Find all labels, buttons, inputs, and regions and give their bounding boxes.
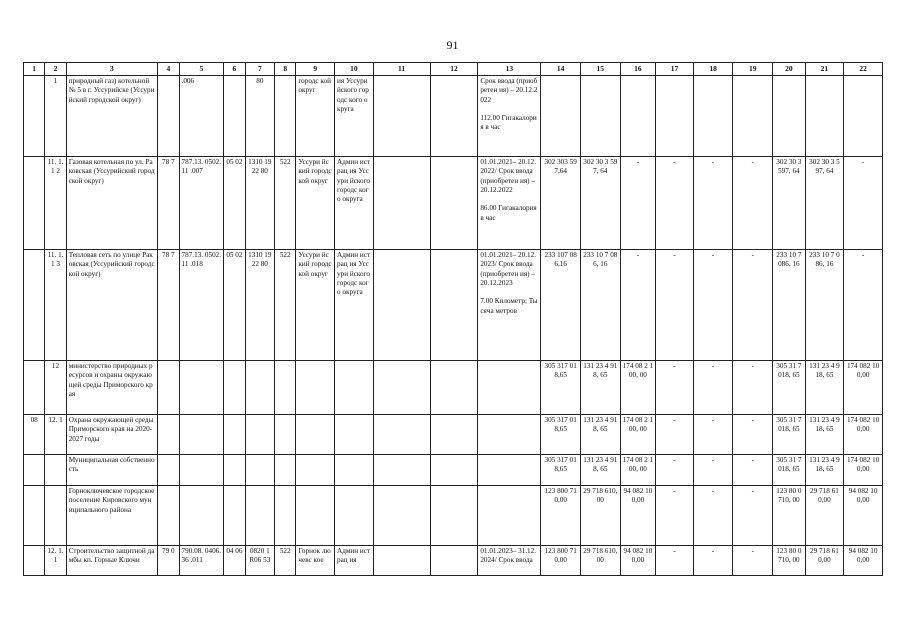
table-cell — [430, 250, 478, 361]
table-cell — [24, 486, 45, 546]
table-cell: - — [693, 546, 733, 576]
table-cell: 305 31 7 018, 65 — [773, 415, 806, 455]
table-cell — [24, 361, 45, 415]
table-cell — [296, 486, 335, 546]
table-cell: 05 02 — [224, 250, 245, 361]
column-header: 10 — [335, 63, 374, 76]
table-cell: 302 303 597,64 — [541, 157, 581, 250]
table-cell — [24, 250, 45, 361]
column-header: 22 — [844, 63, 883, 76]
table-cell — [158, 455, 179, 486]
table-cell — [373, 486, 430, 546]
table-cell: Уссури йский городс кой округ — [296, 250, 335, 361]
column-header: 4 — [158, 63, 179, 76]
table-cell: 233 10 7 086, 16 — [773, 250, 806, 361]
table-cell: Муниципальная собственность — [66, 455, 157, 486]
column-header: 9 — [296, 63, 335, 76]
table-cell: 131 23 4 918, 65 — [805, 455, 844, 486]
table-cell: 305 317 018,65 — [541, 415, 581, 455]
table-cell — [224, 455, 245, 486]
table-cell: Срок ввода (приобретен ия) – 20.12.2022 112.00 Гигакалория в час — [478, 76, 541, 157]
table-cell: - — [693, 455, 733, 486]
table-cell — [24, 546, 45, 576]
table-cell: 79 0 — [158, 546, 179, 576]
table-cell: - — [733, 157, 773, 250]
column-header: 12 — [430, 63, 478, 76]
table-cell: - — [693, 486, 733, 546]
table-cell — [620, 76, 656, 157]
table-cell: Тепловая сеть по улице Раковская (Уссурийский городской округ) — [66, 250, 157, 361]
column-header: 16 — [620, 63, 656, 76]
table-cell: 174 08 2 100, 00 — [620, 415, 656, 455]
table-cell — [179, 486, 224, 546]
table-cell — [478, 415, 541, 455]
table-cell: министерство природных ресурсов и охраны окружающей среды Приморского края — [66, 361, 157, 415]
table-cell: - — [656, 250, 694, 361]
table-cell: 131 23 4 918, 65 — [805, 361, 844, 415]
table-cell: 302 30 3 597, 64 — [805, 157, 844, 250]
table-cell: 80 — [245, 76, 274, 157]
table-cell: Админ истрац ия Уссури йского городс кого округа — [335, 157, 374, 250]
table-cell: - — [656, 546, 694, 576]
table-cell: 94 082 100,00 — [620, 546, 656, 576]
table-row — [24, 361, 883, 415]
table-cell — [179, 361, 224, 415]
table-cell: 302 30 3 597, 64 — [773, 157, 806, 250]
table-cell — [24, 455, 45, 486]
column-header: 7 — [245, 63, 274, 76]
table-cell — [158, 415, 179, 455]
table-cell — [373, 157, 430, 250]
column-header: 3 — [66, 63, 157, 76]
table-cell: природный газ) котельной № 5 в г. Уссурийске (Уссурийский городской округ) — [66, 76, 157, 157]
table-cell — [430, 361, 478, 415]
table-cell: - — [693, 361, 733, 415]
table-cell: Горноключевское городское поселение Кировского муниципального района — [66, 486, 157, 546]
table-cell: 11. 1.1 3 — [45, 250, 66, 361]
table-cell: 123 80 0 710, 00 — [773, 546, 806, 576]
table-cell — [45, 455, 66, 486]
table-cell: - — [656, 361, 694, 415]
table-cell: 131 23 4 918, 65 — [580, 455, 620, 486]
table-cell: городс кой округ — [296, 76, 335, 157]
column-header: 5 — [179, 63, 224, 76]
table-cell: 12 — [45, 361, 66, 415]
table-cell: 123 80 0 710, 00 — [773, 486, 806, 546]
table-cell — [45, 486, 66, 546]
table-cell: 233 107 086,16 — [541, 250, 581, 361]
table-cell: 11. 1.1 2 — [45, 157, 66, 250]
table-cell: 233 10 7 086, 16 — [805, 250, 844, 361]
table-cell — [158, 486, 179, 546]
table-cell: - — [844, 157, 883, 250]
table-cell: 94 082 100,00 — [844, 486, 883, 546]
column-header: 20 — [773, 63, 806, 76]
table-cell: 78 7 — [158, 250, 179, 361]
table-cell: - — [733, 546, 773, 576]
column-header: 13 — [478, 63, 541, 76]
table-cell: - — [656, 455, 694, 486]
table-cell: Горнок лючевс кое — [296, 546, 335, 576]
table-cell: 0820 1R06 53 — [245, 546, 274, 576]
column-header: 17 — [656, 63, 694, 76]
table-cell — [245, 361, 274, 415]
table-cell — [805, 76, 844, 157]
table-cell — [373, 455, 430, 486]
table-cell — [275, 486, 296, 546]
table-cell — [245, 455, 274, 486]
column-header: 18 — [693, 63, 733, 76]
table-cell: - — [620, 157, 656, 250]
table-cell: 78 7 — [158, 157, 179, 250]
table-cell: 1310 1922 80 — [245, 157, 274, 250]
table-cell: 131 23 4 918, 65 — [580, 415, 620, 455]
table-row — [24, 157, 883, 250]
table-cell — [373, 546, 430, 576]
table-cell — [373, 415, 430, 455]
table-cell — [24, 76, 45, 157]
column-header: 11 — [373, 63, 430, 76]
table-cell: 131 23 4 918, 65 — [805, 415, 844, 455]
table-cell: ия Уссури йского городс кого округа — [335, 76, 374, 157]
table-cell — [373, 76, 430, 157]
table-cell: - — [733, 415, 773, 455]
column-header: 15 — [580, 63, 620, 76]
table-cell: 174 082 100,00 — [844, 455, 883, 486]
table-cell: Админ истрац ия — [335, 546, 374, 576]
table-cell — [335, 415, 374, 455]
column-header: 14 — [541, 63, 581, 76]
table-cell: Газовая котельная по ул. Раковская (Уссурийский городской округ) — [66, 157, 157, 250]
table-cell: 302 30 3 597, 64 — [580, 157, 620, 250]
table-cell: - — [733, 455, 773, 486]
table-cell: - — [656, 486, 694, 546]
table-cell: 05 02 — [224, 157, 245, 250]
table-cell — [224, 415, 245, 455]
table-cell — [478, 455, 541, 486]
table-cell: 29 718 610,00 — [805, 486, 844, 546]
table-cell — [275, 455, 296, 486]
table-cell: 123 800 710,00 — [541, 486, 581, 546]
table-cell: 174 082 100,00 — [844, 415, 883, 455]
table-cell — [373, 250, 430, 361]
table-cell — [224, 76, 245, 157]
table-cell: - — [620, 250, 656, 361]
table-cell: - — [656, 415, 694, 455]
table-cell: - — [693, 250, 733, 361]
table-cell — [335, 486, 374, 546]
table-cell — [296, 455, 335, 486]
table-cell: 522 — [275, 546, 296, 576]
table-cell — [478, 361, 541, 415]
column-header: 21 — [805, 63, 844, 76]
table-cell: 123 800 710,00 — [541, 546, 581, 576]
table-row — [24, 546, 883, 576]
table-cell: 174 08 2 100, 00 — [620, 361, 656, 415]
table-cell: - — [733, 361, 773, 415]
table-cell — [296, 361, 335, 415]
table-cell — [844, 76, 883, 157]
table-cell: 01.01.2023– 31.12.2024/ Срок ввода — [478, 546, 541, 576]
table-cell: 29 718 610,00 — [580, 546, 620, 576]
table-cell — [24, 157, 45, 250]
table-cell: 790.08. 0406.36 .011 — [179, 546, 224, 576]
table-cell — [430, 415, 478, 455]
table-cell: 1310 1922 80 — [245, 250, 274, 361]
table-cell: - — [656, 157, 694, 250]
column-header: 19 — [733, 63, 773, 76]
table-cell: 787.13. 0502.11 .018 — [179, 250, 224, 361]
table-cell: 29 718 610,00 — [580, 486, 620, 546]
table-row — [24, 415, 883, 455]
table-cell: 08 — [24, 415, 45, 455]
table-cell — [373, 361, 430, 415]
table-cell — [430, 486, 478, 546]
table-cell: 305 317 018,65 — [541, 361, 581, 415]
table-cell — [656, 76, 694, 157]
table-row — [24, 455, 883, 486]
table-cell — [158, 76, 179, 157]
table-cell: Админ истрац ия Уссури йского городс кого округа — [335, 250, 374, 361]
table-cell: 174 082 100,00 — [844, 361, 883, 415]
table-cell: 522 — [275, 157, 296, 250]
budget-table — [23, 62, 883, 576]
table-cell: 01.01.2021– 20.12.2023/ Срок ввода (приобретен ия) – 20.12.2023 7.00 Километр; Тысяча метров — [478, 250, 541, 361]
table-cell — [335, 361, 374, 415]
table-cell — [296, 415, 335, 455]
table-cell: Строительство защитной дамбы кп. Горные Ключи — [66, 546, 157, 576]
table-cell — [275, 361, 296, 415]
table-cell — [224, 486, 245, 546]
table-cell: 233 10 7 086, 16 — [580, 250, 620, 361]
table-cell — [275, 415, 296, 455]
table-cell — [179, 415, 224, 455]
table-cell: Охрана окружающей среды Приморского края на 2020-2027 годы — [66, 415, 157, 455]
table-cell: 12. 1.1 — [45, 546, 66, 576]
table-cell — [773, 76, 806, 157]
table-cell — [245, 486, 274, 546]
table-cell — [733, 76, 773, 157]
table-cell — [430, 76, 478, 157]
table-cell: 1 — [45, 76, 66, 157]
table-cell: 04 06 — [224, 546, 245, 576]
table-cell: 305 31 7 018, 65 — [773, 455, 806, 486]
table-cell: 94 082 100,00 — [844, 546, 883, 576]
table-cell: Уссури йский городс кой округ — [296, 157, 335, 250]
table-cell: 12. 1 — [45, 415, 66, 455]
table-cell — [275, 76, 296, 157]
table-cell: 305 31 7 018, 65 — [773, 361, 806, 415]
table-cell — [224, 361, 245, 415]
table-cell: 787.13. 0502.11 .007 — [179, 157, 224, 250]
table-row — [24, 76, 883, 157]
table-cell: - — [693, 157, 733, 250]
table-cell — [478, 486, 541, 546]
page-number: 91 — [446, 38, 459, 52]
table-cell: 29 718 610,00 — [805, 546, 844, 576]
table-row — [24, 250, 883, 361]
table-cell — [245, 415, 274, 455]
table-cell — [541, 76, 581, 157]
table-cell: 522 — [275, 250, 296, 361]
table-cell: .006 — [179, 76, 224, 157]
table-cell: 305 317 018,65 — [541, 455, 581, 486]
column-header: 8 — [275, 63, 296, 76]
column-header: 1 — [24, 63, 45, 76]
table-cell: 94 082 100,00 — [620, 486, 656, 546]
table-row — [24, 486, 883, 546]
table-cell — [430, 455, 478, 486]
table-cell: - — [844, 250, 883, 361]
table-cell: - — [693, 415, 733, 455]
table-cell — [580, 76, 620, 157]
table-cell: - — [733, 486, 773, 546]
table-cell — [158, 361, 179, 415]
table-cell — [430, 157, 478, 250]
table-cell: 131 23 4 918, 65 — [580, 361, 620, 415]
table-cell — [335, 455, 374, 486]
table-cell: 01.01.2021– 20.12.2022/ Срок ввода (приобретен ия) – 20.12.2022 86.00 Гигакалория в час — [478, 157, 541, 250]
table-cell: - — [733, 250, 773, 361]
column-header: 6 — [224, 63, 245, 76]
table-cell — [179, 455, 224, 486]
table-cell — [430, 546, 478, 576]
table-cell — [693, 76, 733, 157]
column-header: 2 — [45, 63, 66, 76]
header-row — [24, 63, 883, 76]
table-cell: 174 08 2 100, 00 — [620, 455, 656, 486]
